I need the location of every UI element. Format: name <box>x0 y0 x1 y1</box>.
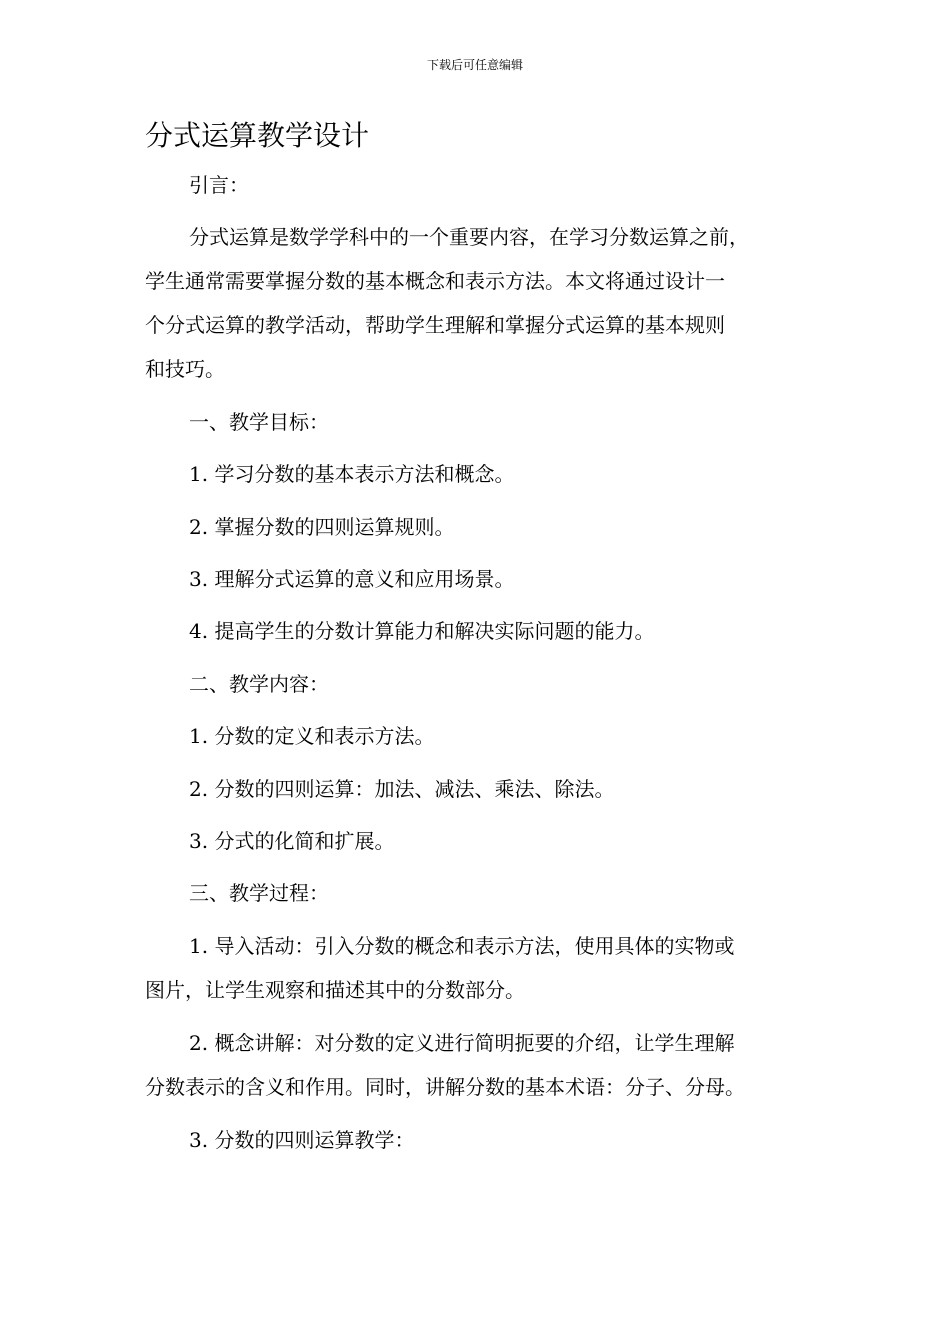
goal-item-1: 1. 学习分数的基本表示方法和概念。 <box>189 462 515 486</box>
goal-item-3: 3. 理解分式运算的意义和应用场景。 <box>189 567 515 591</box>
intro-line-2: 学生通常需要掌握分数的基本概念和表示方法。本文将通过设计一 <box>145 269 725 293</box>
content-item-2: 2. 分数的四则运算：加法、减法、乘法、除法。 <box>189 777 615 801</box>
intro-label: 引言： <box>189 173 249 197</box>
process-item-1-line-2: 图片，让学生观察和描述其中的分数部分。 <box>145 978 525 1002</box>
process-item-2 <box>145 1021 817 1109</box>
process-item-1 <box>145 924 817 1012</box>
intro-line-1: 分式运算是数学学科中的一个重要内容，在学习分数运算之前， <box>189 225 749 249</box>
section-heading-goals: 一、教学目标： <box>189 410 329 434</box>
process-item-2-line-2: 分数表示的含义和作用。同时，讲解分数的基本术语：分子、分母。 <box>145 1075 745 1099</box>
intro-line-3: 个分式运算的教学活动，帮助学生理解和掌握分式运算的基本规则 <box>145 313 725 337</box>
process-item-2-line-1: 2. 概念讲解：对分数的定义进行简明扼要的介绍，让学生理解 <box>189 1031 735 1055</box>
intro-paragraph <box>145 215 817 391</box>
process-item-3: 3. 分数的四则运算教学： <box>189 1128 415 1152</box>
section-heading-content: 二、教学内容： <box>189 672 329 696</box>
intro-line-4: 和技巧。 <box>145 357 225 381</box>
content-item-1: 1. 分数的定义和表示方法。 <box>189 724 435 748</box>
goal-item-4: 4. 提高学生的分数计算能力和解决实际问题的能力。 <box>189 619 655 643</box>
content-item-3: 3. 分式的化简和扩展。 <box>189 829 395 853</box>
document-title: 分式运算教学设计 <box>145 119 370 152</box>
section-heading-process: 三、教学过程： <box>189 881 329 905</box>
goal-item-2: 2. 掌握分数的四则运算规则。 <box>189 515 455 539</box>
process-item-1-line-1: 1. 导入活动：引入分数的概念和表示方法，使用具体的实物或 <box>189 934 735 958</box>
page-header: 下载后可任意编辑 <box>426 58 523 72</box>
